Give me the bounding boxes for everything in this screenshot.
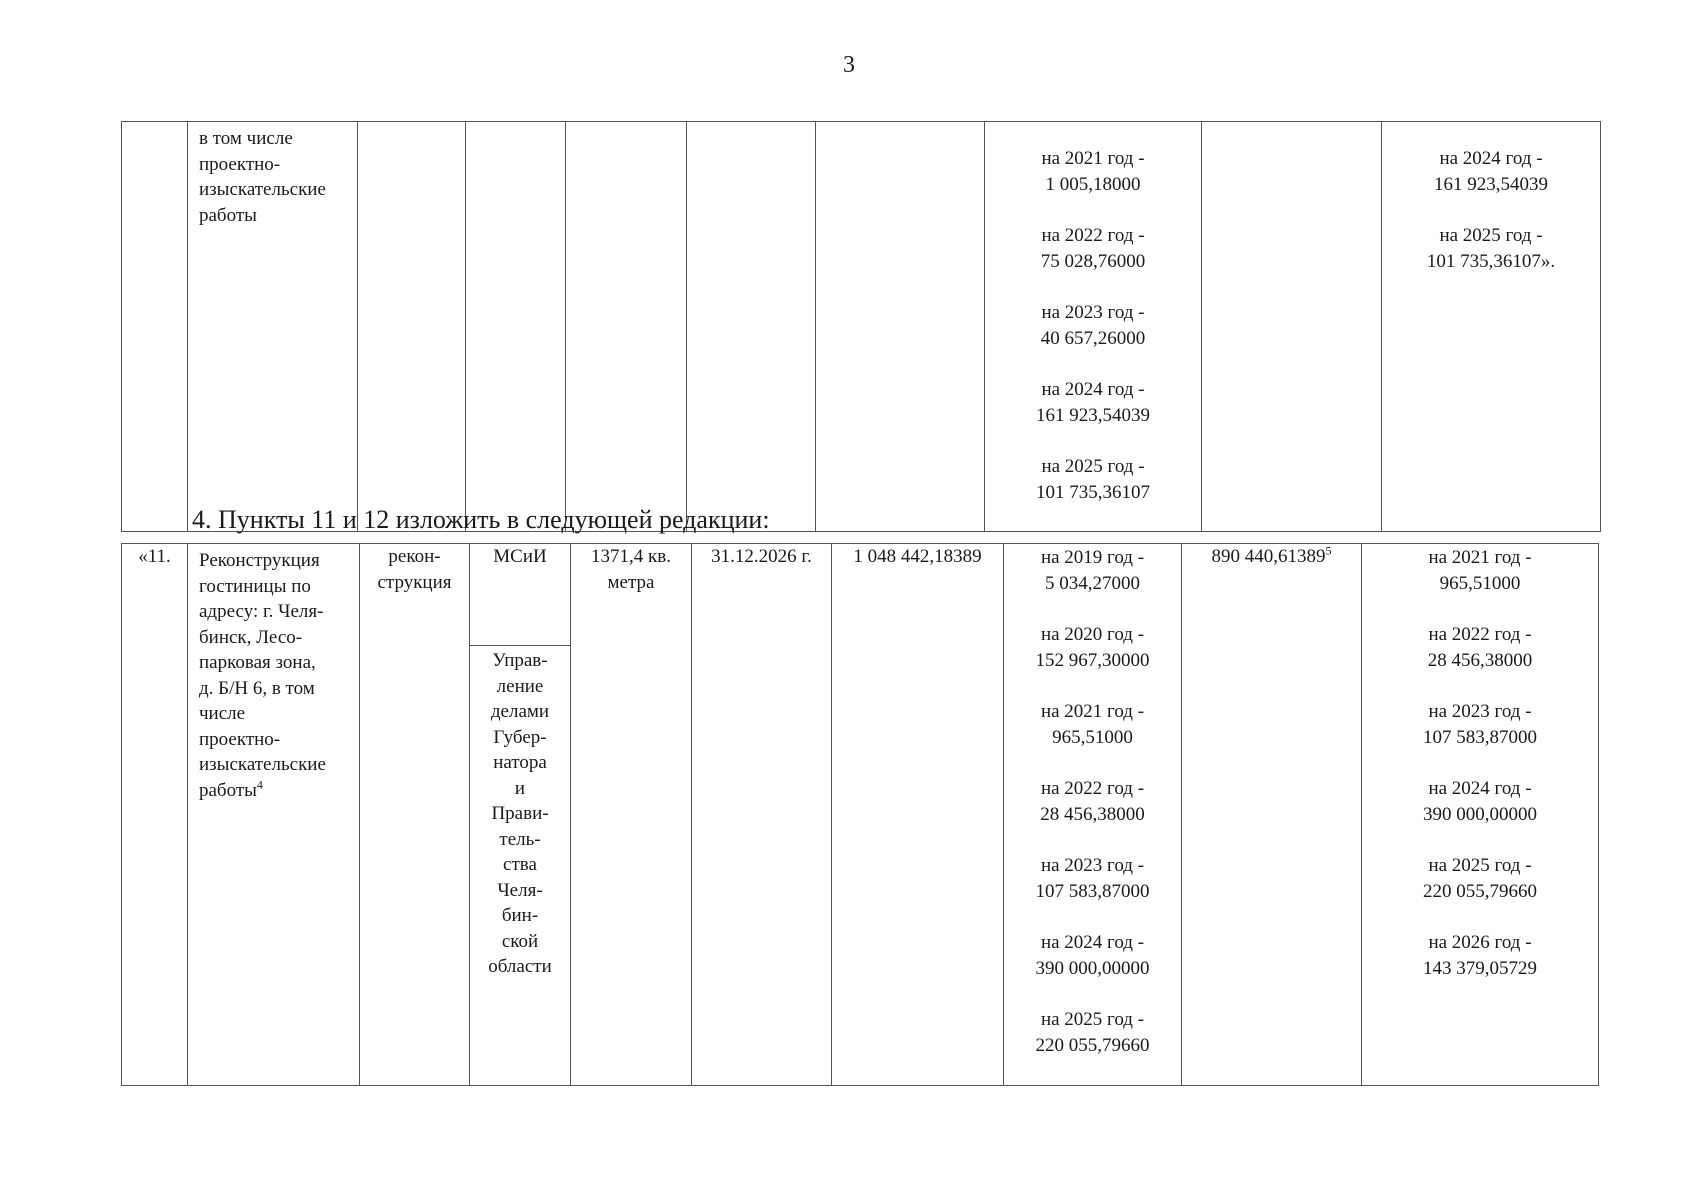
funding-list bbox=[985, 122, 1201, 505]
amount-value: 40 657,26000 bbox=[1040, 327, 1146, 349]
amount-value: 390 000,00000 bbox=[1035, 957, 1150, 979]
cell-work-type bbox=[358, 122, 466, 532]
amount-value: 5 034,27000 bbox=[1045, 572, 1140, 594]
customer-top: МСиИ bbox=[470, 544, 570, 646]
amount-value: 965,51000 bbox=[1439, 572, 1521, 594]
year-amount-item bbox=[1382, 223, 1600, 274]
estimated-cost-text: 1 048 442,18389 bbox=[853, 546, 982, 567]
text-line: адресу: г. Челя- bbox=[199, 601, 324, 622]
text-line: гостиницы по bbox=[199, 575, 311, 597]
cell-funding-by-year bbox=[1004, 544, 1182, 1086]
table-item-11 bbox=[121, 543, 1599, 1086]
capacity-text bbox=[571, 544, 691, 595]
amount-value: 101 735,36107». bbox=[1426, 250, 1556, 272]
year-label: на 2023 год - bbox=[1041, 302, 1145, 323]
year-amount-item bbox=[1004, 853, 1181, 904]
year-label: на 2023 год - bbox=[1428, 701, 1532, 722]
amount-value: 1 005,18000 bbox=[1045, 173, 1141, 195]
year-amount-item bbox=[1362, 930, 1598, 981]
footnote-mark: 4 bbox=[256, 777, 263, 792]
text-line: натора bbox=[493, 752, 547, 773]
amount-value: 965,51000 bbox=[1052, 726, 1133, 748]
year-label: на 2022 год - bbox=[1040, 778, 1145, 799]
amount-value: 107 583,87000 bbox=[1423, 726, 1537, 748]
year-amount-item bbox=[1362, 853, 1598, 904]
amount-value: 220 055,79660 bbox=[1035, 1034, 1150, 1056]
text-line: проектно- bbox=[199, 728, 281, 750]
text-line: числе bbox=[199, 703, 246, 724]
text-line: ства bbox=[503, 854, 537, 875]
text-line: Реконструкция bbox=[199, 550, 320, 571]
year-amount-item bbox=[1382, 146, 1600, 197]
item-number: «11. bbox=[138, 546, 171, 567]
text-line: метра bbox=[607, 571, 655, 593]
text-line: и bbox=[514, 777, 526, 799]
amount-value: 28 456,38000 bbox=[1427, 649, 1533, 671]
year-label: на 2025 год - bbox=[1041, 456, 1145, 477]
year-amount-item bbox=[985, 300, 1201, 351]
text-line: ление bbox=[496, 675, 544, 697]
year-amount-item bbox=[1362, 699, 1598, 750]
text-line: Челя- bbox=[497, 879, 543, 901]
year-amount-item bbox=[1004, 1007, 1181, 1058]
year-label: на 2021 год - bbox=[1040, 701, 1145, 722]
text-line: изыскательские bbox=[199, 754, 326, 775]
remaining-list bbox=[1362, 544, 1598, 981]
table-row bbox=[122, 122, 1601, 532]
cell-estimated-cost bbox=[816, 122, 985, 532]
page-number: 3 bbox=[843, 52, 855, 78]
text-line: бинск, Лесо- bbox=[199, 626, 303, 648]
remaining-cost-text: 890 440,61389 bbox=[1211, 546, 1326, 567]
cell-object-name bbox=[188, 544, 360, 1086]
year-label: на 2025 год - bbox=[1040, 1009, 1145, 1030]
amount-value: 143 379,05729 bbox=[1423, 957, 1537, 979]
cell-estimated-cost bbox=[832, 544, 1004, 1086]
year-amount-item bbox=[985, 223, 1201, 274]
amount-value: 390 000,00000 bbox=[1423, 803, 1537, 825]
year-amount-item bbox=[1362, 545, 1598, 596]
text-line: д. Б/Н 6, в том bbox=[199, 677, 315, 699]
year-amount-item bbox=[1004, 699, 1181, 750]
year-label: на 2020 год - bbox=[1040, 624, 1145, 645]
text-line: ской bbox=[501, 930, 539, 952]
table-row bbox=[122, 544, 1599, 1086]
year-label: на 2024 год - bbox=[1040, 932, 1145, 953]
text-line: струкция bbox=[377, 571, 452, 593]
text-line: проектно- bbox=[199, 153, 281, 175]
text-line: делами bbox=[490, 701, 550, 722]
funding-list bbox=[1004, 544, 1181, 1058]
remaining-list bbox=[1382, 122, 1600, 274]
text-line: работы bbox=[199, 779, 257, 801]
amount-value: 152 967,30000 bbox=[1035, 649, 1150, 671]
year-label: на 2024 год - bbox=[1439, 148, 1543, 169]
cell-customer bbox=[466, 122, 566, 532]
cell-deadline bbox=[692, 544, 832, 1086]
text-line: тель- bbox=[499, 828, 541, 850]
amount-value: 107 583,87000 bbox=[1035, 880, 1150, 902]
cell-customer bbox=[470, 544, 571, 1086]
text-line: бин- bbox=[501, 905, 539, 926]
year-amount-item bbox=[1004, 545, 1181, 596]
year-amount-item bbox=[985, 377, 1201, 428]
cell-capacity bbox=[566, 122, 687, 532]
cell-remaining-cost bbox=[1202, 122, 1382, 532]
year-label: на 2025 год - bbox=[1439, 225, 1543, 246]
year-label: на 2019 год - bbox=[1040, 547, 1145, 568]
text-line: области bbox=[488, 956, 552, 977]
text-line: парковая зона, bbox=[199, 652, 316, 673]
text-line: 1371,4 кв. bbox=[591, 546, 671, 567]
cell-deadline bbox=[687, 122, 816, 532]
year-amount-item bbox=[1362, 776, 1598, 827]
text-line: Губер- bbox=[493, 726, 547, 748]
year-label: на 2021 год - bbox=[1428, 547, 1532, 568]
cell-capacity bbox=[571, 544, 692, 1086]
section-heading: 4. Пункты 11 и 12 изложить в следующей редакции: bbox=[192, 505, 770, 534]
cell-remaining-by-year bbox=[1362, 544, 1599, 1086]
work-type-text bbox=[360, 544, 469, 595]
cell-remaining-by-year bbox=[1382, 122, 1601, 532]
cell-work-type bbox=[360, 544, 470, 1086]
year-label: на 2024 год - bbox=[1041, 379, 1145, 400]
year-label: на 2024 год - bbox=[1428, 778, 1532, 799]
object-name-text bbox=[199, 126, 357, 228]
cell-remaining-cost bbox=[1182, 544, 1362, 1086]
amount-value: 161 923,54039 bbox=[1434, 173, 1548, 195]
year-label: на 2023 год - bbox=[1040, 855, 1145, 876]
amount-value: 28 456,38000 bbox=[1040, 803, 1145, 825]
year-amount-item bbox=[1004, 776, 1181, 827]
year-label: на 2025 год - bbox=[1428, 855, 1532, 876]
year-label: на 2026 год - bbox=[1428, 932, 1532, 953]
table-continuation bbox=[121, 121, 1601, 532]
text-line: Прави- bbox=[491, 803, 549, 824]
text-line: работы bbox=[199, 204, 257, 226]
amount-value: 161 923,54039 bbox=[1036, 404, 1150, 426]
text-line: Управ- bbox=[492, 650, 548, 671]
year-label: на 2021 год - bbox=[1041, 148, 1145, 169]
year-amount-item bbox=[985, 146, 1201, 197]
deadline-text: 31.12.2026 г. bbox=[711, 546, 812, 567]
year-amount-item bbox=[1004, 930, 1181, 981]
cell-object-name bbox=[188, 122, 358, 532]
customer-bottom bbox=[470, 646, 570, 980]
text-line: в том числе bbox=[199, 128, 293, 149]
amount-value: 101 735,36107 bbox=[1036, 481, 1150, 503]
year-amount-item bbox=[985, 454, 1201, 505]
footnote-mark: 5 bbox=[1325, 543, 1332, 558]
amount-value: 75 028,76000 bbox=[1040, 250, 1146, 272]
text-line: изыскательские bbox=[199, 179, 326, 200]
amount-value: 220 055,79660 bbox=[1423, 880, 1537, 902]
year-label: на 2022 год - bbox=[1428, 624, 1532, 645]
cell-number bbox=[122, 122, 188, 532]
object-name-text bbox=[199, 548, 359, 801]
cell-funding-by-year bbox=[985, 122, 1202, 532]
year-label: на 2022 год - bbox=[1041, 225, 1145, 246]
year-amount-item bbox=[1004, 622, 1181, 673]
year-amount-item bbox=[1362, 622, 1598, 673]
text-line: рекон- bbox=[388, 546, 441, 567]
cell-number bbox=[122, 544, 188, 1086]
